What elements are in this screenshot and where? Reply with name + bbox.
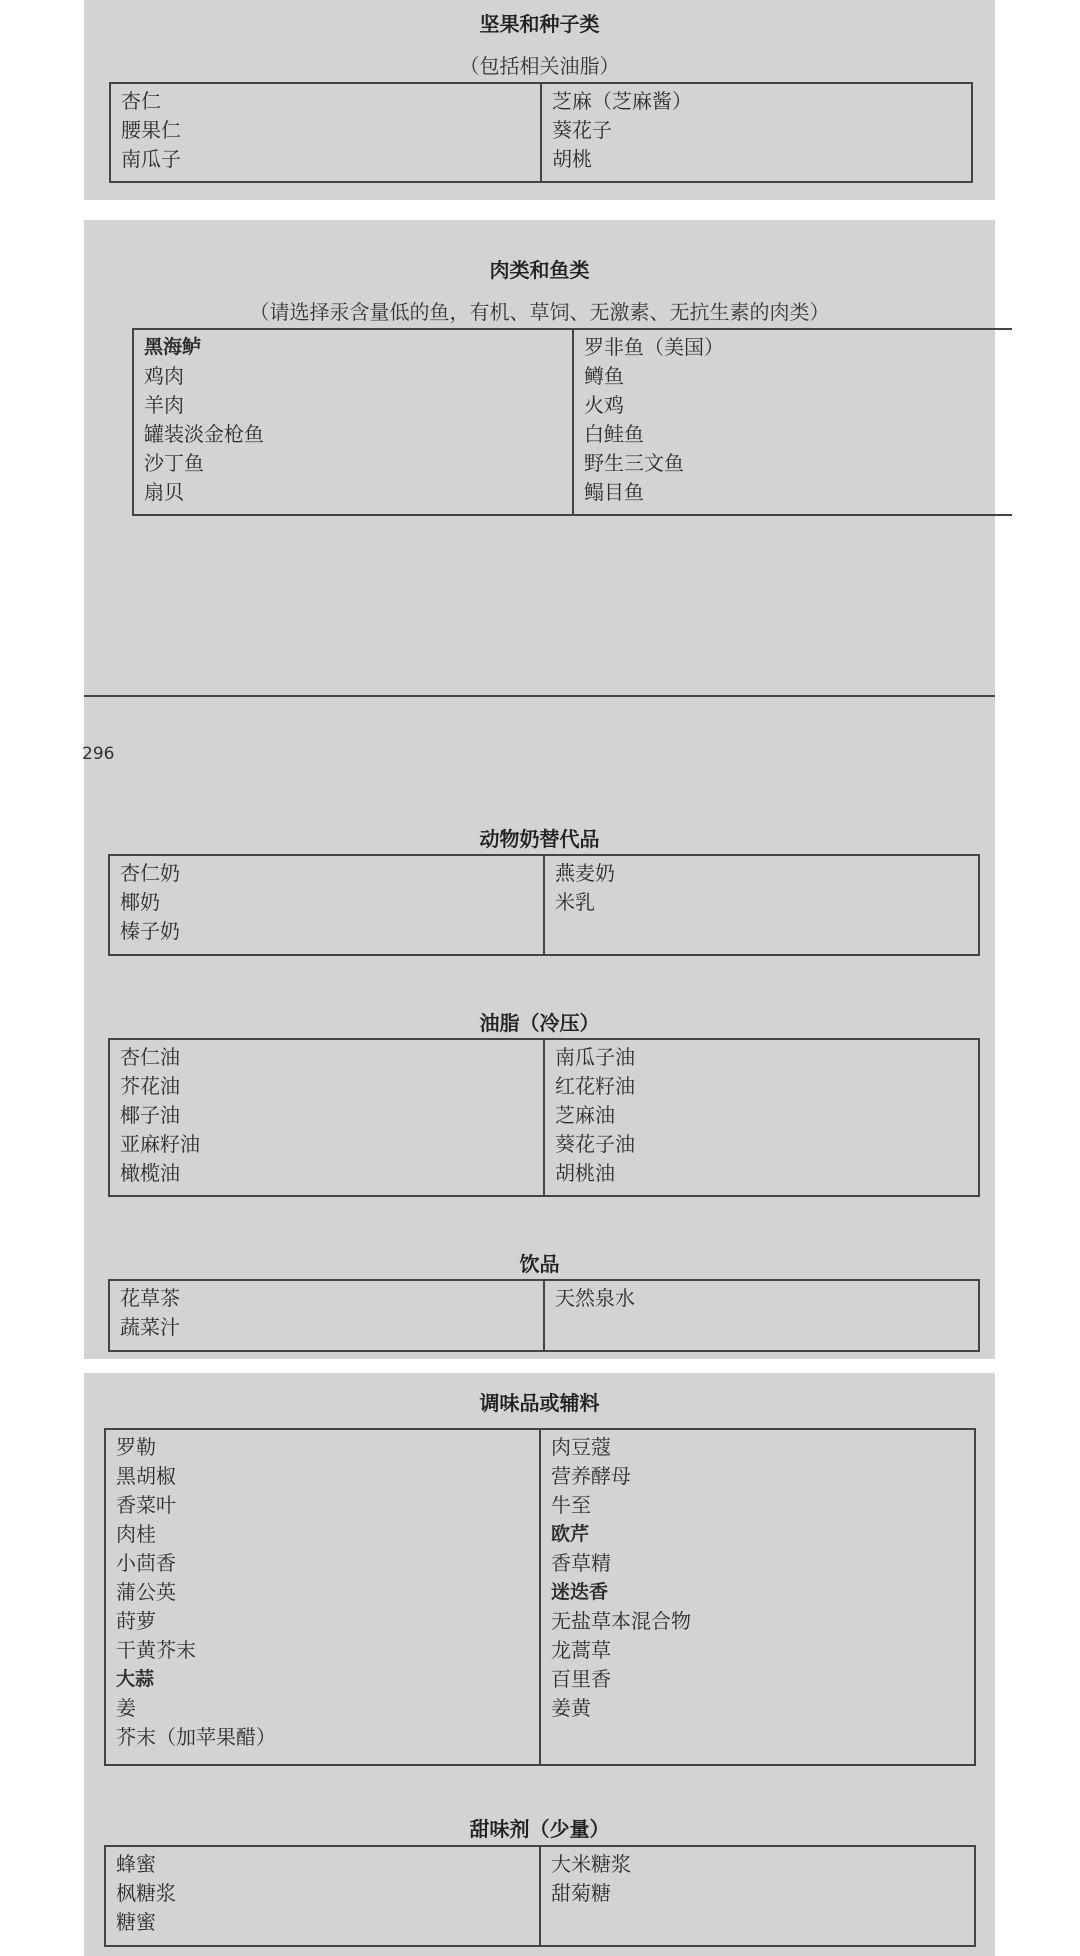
table-col-right bbox=[543, 1281, 978, 1350]
list-item: 罗非鱼（美国） bbox=[584, 335, 724, 359]
list-item: 南瓜子 bbox=[121, 147, 181, 171]
list-item: 杏仁油 bbox=[120, 1045, 180, 1069]
list-item: 大米糖浆 bbox=[551, 1852, 631, 1876]
list-item: 鳎目鱼 bbox=[584, 480, 644, 504]
list-item: 小茴香 bbox=[116, 1551, 176, 1575]
list-item: 红花籽油 bbox=[555, 1074, 635, 1098]
section-title-spices: 调味品或辅料 bbox=[479, 1391, 600, 1415]
list-item: 羊肉 bbox=[144, 393, 184, 417]
list-item: 蒲公英 bbox=[116, 1580, 176, 1604]
list-item: 火鸡 bbox=[584, 393, 624, 417]
list-item: 香草精 bbox=[551, 1551, 611, 1575]
table-milk-alt bbox=[108, 854, 980, 956]
section-subtitle-meat: （请选择汞含量低的鱼，有机、草饲、无激素、无抗生素的肉类） bbox=[249, 300, 830, 324]
list-item: 香菜叶 bbox=[116, 1493, 176, 1517]
section-title-milk-alt: 动物奶替代品 bbox=[479, 827, 600, 851]
section-title-sweeteners: 甜味剂（少量） bbox=[469, 1817, 610, 1841]
list-item: 枫糖浆 bbox=[116, 1881, 176, 1905]
list-item: 黑海鲈 bbox=[144, 336, 202, 358]
list-item: 干黄芥末 bbox=[116, 1638, 196, 1662]
list-item: 蜂蜜 bbox=[116, 1852, 156, 1876]
list-item: 沙丁鱼 bbox=[144, 451, 204, 475]
list-item: 罐装淡金枪鱼 bbox=[144, 422, 264, 446]
list-item: 米乳 bbox=[555, 890, 595, 914]
list-item: 莳萝 bbox=[116, 1609, 156, 1633]
table-col-left bbox=[110, 1040, 543, 1195]
list-item: 百里香 bbox=[551, 1667, 611, 1691]
table-col-left bbox=[111, 84, 540, 181]
page-scan-1 bbox=[84, 0, 995, 200]
table-col-left bbox=[110, 1281, 543, 1350]
list-item: 花草茶 bbox=[120, 1286, 180, 1310]
list-item: 姜 bbox=[116, 1696, 136, 1720]
table-col-right bbox=[543, 1040, 978, 1195]
list-item: 芝麻（芝麻酱） bbox=[552, 89, 692, 113]
list-item: 白鲑鱼 bbox=[584, 422, 644, 446]
list-item: 橄榄油 bbox=[120, 1161, 180, 1185]
list-item: 姜黄 bbox=[551, 1696, 591, 1720]
list-item: 野生三文鱼 bbox=[584, 451, 684, 475]
list-item: 无盐草本混合物 bbox=[551, 1609, 691, 1633]
table-meat bbox=[132, 328, 1012, 516]
list-item: 椰奶 bbox=[120, 890, 160, 914]
table-col-left bbox=[106, 1847, 539, 1945]
table-sweeteners bbox=[104, 1845, 976, 1947]
list-item: 杏仁奶 bbox=[120, 861, 180, 885]
list-item: 亚麻籽油 bbox=[120, 1132, 200, 1156]
list-item: 芥花油 bbox=[120, 1074, 180, 1098]
list-item: 鸡肉 bbox=[144, 364, 184, 388]
list-item: 胡桃 bbox=[552, 147, 592, 171]
page-scan-3 bbox=[84, 697, 995, 1359]
list-item: 欧芹 bbox=[551, 1523, 590, 1545]
section-subtitle-nuts: （包括相关油脂） bbox=[459, 54, 620, 78]
list-item: 肉豆蔻 bbox=[551, 1435, 611, 1459]
page-scan-2 bbox=[84, 220, 995, 697]
list-item: 葵花子油 bbox=[555, 1132, 635, 1156]
list-item: 椰子油 bbox=[120, 1103, 180, 1127]
list-item: 鳟鱼 bbox=[584, 364, 624, 388]
list-item: 迷迭香 bbox=[551, 1581, 609, 1603]
list-item: 南瓜子油 bbox=[555, 1045, 635, 1069]
table-col-right bbox=[540, 84, 971, 181]
list-item: 蔬菜汁 bbox=[120, 1315, 180, 1339]
section-title-oils: 油脂（冷压） bbox=[479, 1011, 600, 1035]
list-item: 黑胡椒 bbox=[116, 1464, 176, 1488]
list-item: 芝麻油 bbox=[555, 1103, 615, 1127]
list-item: 杏仁 bbox=[121, 89, 161, 113]
page-scan-4 bbox=[84, 1373, 995, 1956]
table-col-left bbox=[110, 856, 543, 954]
list-item: 肉桂 bbox=[116, 1522, 156, 1546]
table-col-left bbox=[106, 1430, 539, 1764]
table-oils bbox=[108, 1038, 980, 1197]
list-item: 腰果仁 bbox=[121, 118, 181, 142]
list-item: 天然泉水 bbox=[555, 1286, 635, 1310]
section-title-nuts: 坚果和种子类 bbox=[479, 12, 600, 36]
list-item: 甜菊糖 bbox=[551, 1881, 611, 1905]
list-item: 燕麦奶 bbox=[555, 861, 615, 885]
table-col-left bbox=[134, 330, 572, 514]
list-item: 龙蒿草 bbox=[551, 1638, 611, 1662]
list-item: 营养酵母 bbox=[551, 1464, 631, 1488]
table-col-right bbox=[539, 1847, 974, 1945]
list-item: 糖蜜 bbox=[116, 1910, 156, 1934]
list-item: 葵花子 bbox=[552, 118, 612, 142]
table-drinks bbox=[108, 1279, 980, 1352]
list-item: 胡桃油 bbox=[555, 1161, 615, 1185]
section-title-meat: 肉类和鱼类 bbox=[489, 258, 590, 282]
list-item: 榛子奶 bbox=[120, 919, 180, 943]
table-col-right bbox=[543, 856, 978, 954]
list-item: 扇贝 bbox=[144, 480, 184, 504]
table-col-right bbox=[572, 330, 1012, 514]
list-item: 大蒜 bbox=[116, 1668, 155, 1690]
table-nuts bbox=[109, 82, 973, 183]
page-number: 296 bbox=[82, 744, 115, 764]
table-col-right bbox=[539, 1430, 974, 1764]
list-item: 芥末（加苹果醋） bbox=[116, 1725, 276, 1749]
section-title-drinks: 饮品 bbox=[519, 1252, 560, 1276]
list-item: 牛至 bbox=[551, 1493, 591, 1517]
list-item: 罗勒 bbox=[116, 1435, 156, 1459]
table-spices bbox=[104, 1428, 976, 1766]
